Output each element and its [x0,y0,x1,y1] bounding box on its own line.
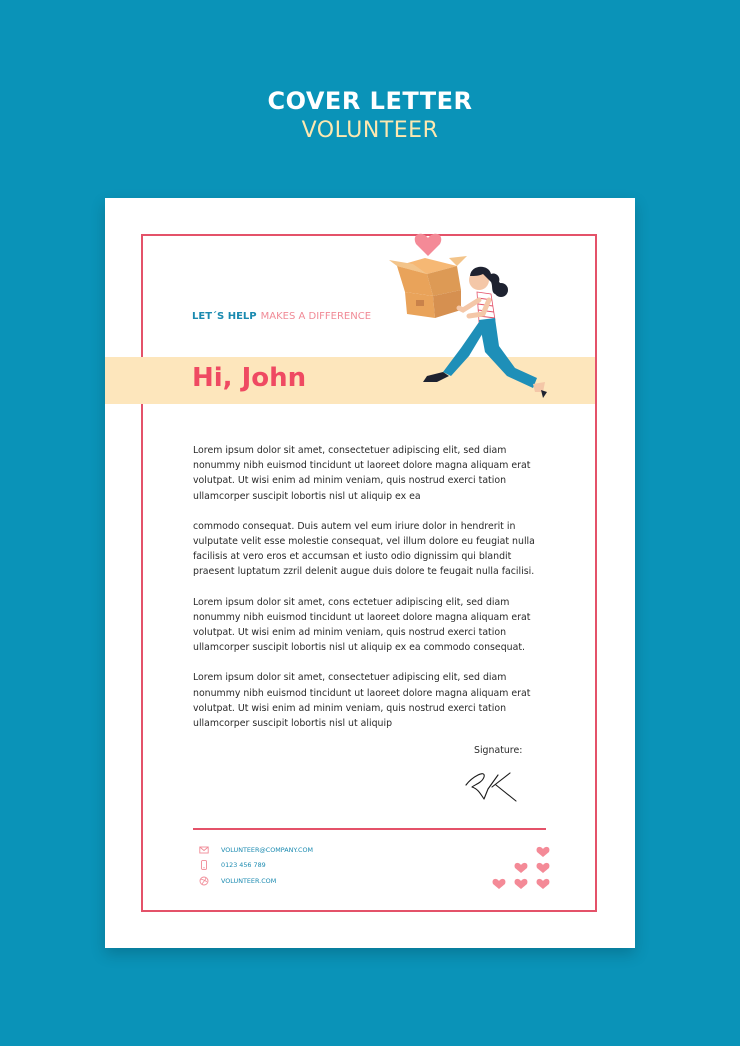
hearts-decoration [491,844,555,898]
footer-rule [193,828,546,830]
heart-icon [537,863,550,873]
heart-icon [515,863,528,873]
contact-email[interactable] [199,843,313,857]
page-subtitle: VOLUNTEER [301,118,439,143]
letter-sheet [105,198,635,948]
contact-website-text: VOLUNTEER.COM [221,877,277,885]
signature-mark [462,763,522,803]
letter-body [193,443,549,746]
phone-icon [199,860,209,870]
contact-phone[interactable] [199,858,266,872]
volunteer-illustration [387,216,557,401]
contact-website[interactable] [199,874,276,888]
heart-icon [493,879,506,889]
tagline-strong: LET´S HELP [192,311,257,322]
page-header [0,86,740,146]
globe-icon [199,876,209,886]
heart-icon [515,879,528,889]
greeting: Hi, John [192,363,307,393]
tagline-light: MAKES A DIFFERENCE [260,311,372,322]
paragraph: commodo consequat. Duis autem vel eum iriure dolor in hendrerit in vulputate velit esse molestie consequat, vel illum dolore eu feugiat nulla facilisis at vero eros et accumsan et iusto odio dignissim qui blandit praesent luptatum zzril delenit augue duis dolore te feugait nulla facilisi. [193,520,535,578]
heart-icon [415,234,442,256]
paragraph: Lorem ipsum dolor sit amet, consectetuer adipiscing elit, sed diam nonummy nibh euismod tincidunt ut laoreet dolore magna aliquam erat volutpat. Ut wisi enim ad minim veniam, quis nostrud exerci tation ullamcorper suscipit lobortis nisl ut aliquip [193,672,531,730]
heart-icon [537,879,550,889]
signature-label: Signature: [474,745,523,756]
contact-email-text: VOLUNTEER@COMPANY.COM [221,846,314,854]
page-title: COVER LETTER [267,87,473,115]
envelope-icon [199,845,209,855]
paragraph: Lorem ipsum dolor sit amet, cons ectetuer adipiscing elit, sed diam nonummy nibh euismod tincidunt ut laoreet dolore magna aliquam erat volutpat. Ut wisi enim ad minim veniam, quis nostrud exerci tation ullamcorper suscipit lobortis nisl ut aliquip ex ea commodo consequat. [193,596,531,654]
contact-phone-text: 0123 456 789 [221,861,266,869]
tagline [192,311,371,322]
heart-icon [537,847,550,857]
paragraph: Lorem ipsum dolor sit amet, consectetuer adipiscing elit, sed diam nonummy nibh euismod tincidunt ut laoreet dolore magna aliquam erat volutpat. Ut wisi enim ad minim veniam, quis nostrud exerci tation ullamcorper suscipit lobortis nisl ut aliquip ex ea [193,445,531,502]
